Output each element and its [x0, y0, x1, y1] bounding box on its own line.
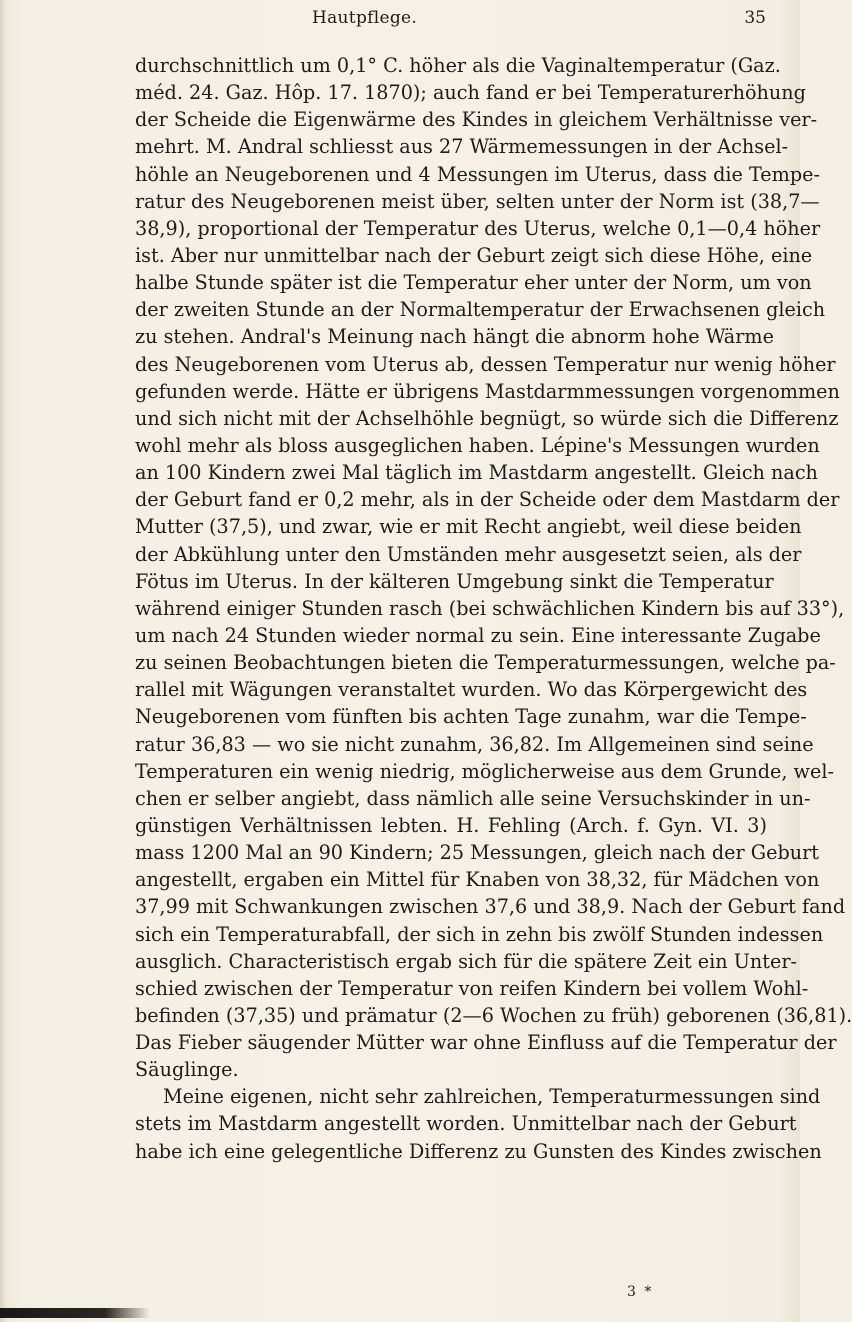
text-line: Mutter (37,5), und zwar, wie er mit Recht angiebt, weil diese beiden	[135, 515, 802, 539]
text-line: sich ein Temperaturabfall, der sich in zehn bis zwölf Stunden indessen	[135, 922, 824, 946]
text-line: gefunden werde. Hätte er übrigens Mastdarmmessungen vorgenommen	[135, 379, 840, 403]
text-line: mehrt. M. Andral schliesst aus 27 Wärmemessungen in der Achsel-	[135, 135, 789, 159]
text-line: an 100 Kindern zwei Mal täglich im Mastdarm angestellt. Gleich nach	[135, 461, 818, 485]
text-line: zu seinen Beobachtungen bieten die Temperaturmessungen, welche pa-	[135, 651, 836, 675]
paragraph	[135, 1083, 822, 1164]
running-head: Hautpflege.	[312, 8, 418, 28]
text-line: habe ich eine gelegentliche Differenz zu Gunsten des Kindes zwischen	[135, 1139, 822, 1163]
text-line: Fötus im Uterus. In der kälteren Umgebung sinkt die Temperatur	[135, 569, 774, 593]
paragraph	[135, 52, 852, 1083]
text-line: ist. Aber nur unmittelbar nach der Geburt zeigt sich diese Höhe, eine	[135, 243, 813, 267]
signature-mark: 3 *	[627, 1284, 654, 1300]
text-line: Neugeborenen vom fünften bis achten Tage zunahm, war die Tempe-	[135, 705, 807, 729]
text-line: der Abkühlung unter den Umständen mehr ausgesetzt seien, als der	[135, 542, 802, 566]
text-line: und sich nicht mit der Achselhöhle begnügt, so würde sich die Differenz	[135, 406, 839, 430]
text-line: chen er selber angiebt, dass nämlich alle seine Versuchskinder in un-	[135, 786, 811, 810]
body-text	[135, 52, 852, 1165]
text-line: um nach 24 Stunden wieder normal zu sein. Eine interessante Zugabe	[135, 623, 821, 647]
text-line: des Neugeborenen vom Uterus ab, dessen Temperatur nur wenig höher	[135, 352, 836, 376]
text-line: während einiger Stunden rasch (bei schwächlichen Kindern bis auf 33°),	[135, 596, 845, 620]
page-gutter-shadow	[0, 0, 6, 1322]
page-number: 35	[744, 8, 766, 28]
text-line: ratur des Neugeborenen meist über, selten unter der Norm ist (38,7—	[135, 189, 820, 213]
text-line: Säuglinge.	[135, 1058, 239, 1082]
page-header	[136, 8, 766, 38]
text-line: 38,9), proportional der Temperatur des Uterus, welche 0,1—0,4 höher	[135, 216, 821, 240]
text-line: der Scheide die Eigenwärme des Kindes in gleichem Verhältnisse ver-	[135, 108, 818, 132]
text-line: Temperaturen ein wenig niedrig, möglicherweise aus dem Grunde, wel-	[135, 759, 834, 783]
text-line: méd. 24. Gaz. Hôp. 17. 1870); auch fand er bei Temperaturerhöhung	[135, 81, 806, 105]
text-line: 37,99 mit Schwankungen zwischen 37,6 und 38,9. Nach der Geburt fand	[135, 895, 846, 919]
text-line: mass 1200 Mal an 90 Kindern; 25 Messungen, gleich nach der Geburt	[135, 841, 819, 865]
text-line: ausglich. Characteristisch ergab sich für die spätere Zeit ein Unter-	[135, 949, 797, 973]
text-line: zu stehen. Andral's Meinung nach hängt die abnorm hohe Wärme	[135, 325, 774, 349]
text-line: angestellt, ergaben ein Mittel für Knaben von 38,32, für Mädchen von	[135, 868, 820, 892]
text-line: schied zwischen der Temperatur von reifen Kindern bei vollem Wohl-	[135, 976, 809, 1000]
text-line: der Geburt fand er 0,2 mehr, als in der Scheide oder dem Mastdarm der	[135, 488, 840, 512]
text-line: wohl mehr als bloss ausgeglichen haben. Lépine's Messungen wurden	[135, 433, 820, 457]
text-line: höhle an Neugeborenen und 4 Messungen im Uterus, dass die Tempe-	[135, 162, 820, 186]
scan-edge-artifact	[0, 1308, 150, 1318]
text-line: halbe Stunde später ist die Temperatur eher unter der Norm, um von	[135, 271, 812, 295]
text-line: befinden (37,35) und prämatur (2—6 Wochen zu früh) geborenen (36,81).	[135, 1003, 852, 1027]
text-line: der zweiten Stunde an der Normaltemperatur der Erwachsenen gleich	[135, 298, 826, 322]
text-line: ratur 36,83 — wo sie nicht zunahm, 36,82. Im Allgemeinen sind seine	[135, 732, 814, 756]
text-line: stets im Mastdarm angestellt worden. Unmittelbar nach der Geburt	[135, 1112, 797, 1136]
text-line: rallel mit Wägungen veranstaltet wurden. Wo das Körpergewicht des	[135, 678, 808, 702]
text-line: Das Fieber säugender Mütter war ohne Einfluss auf die Temperatur der	[135, 1031, 837, 1055]
text-line: Meine eigenen, nicht sehr zahlreichen, Temperaturmessungen sind	[163, 1085, 821, 1109]
text-line: durchschnittlich um 0,1° C. höher als die Vaginaltemperatur (Gaz.	[135, 54, 781, 77]
text-line: günstigen Verhältnissen lebten. H. Fehling (Arch. f. Gyn. VI. 3)	[135, 813, 767, 837]
